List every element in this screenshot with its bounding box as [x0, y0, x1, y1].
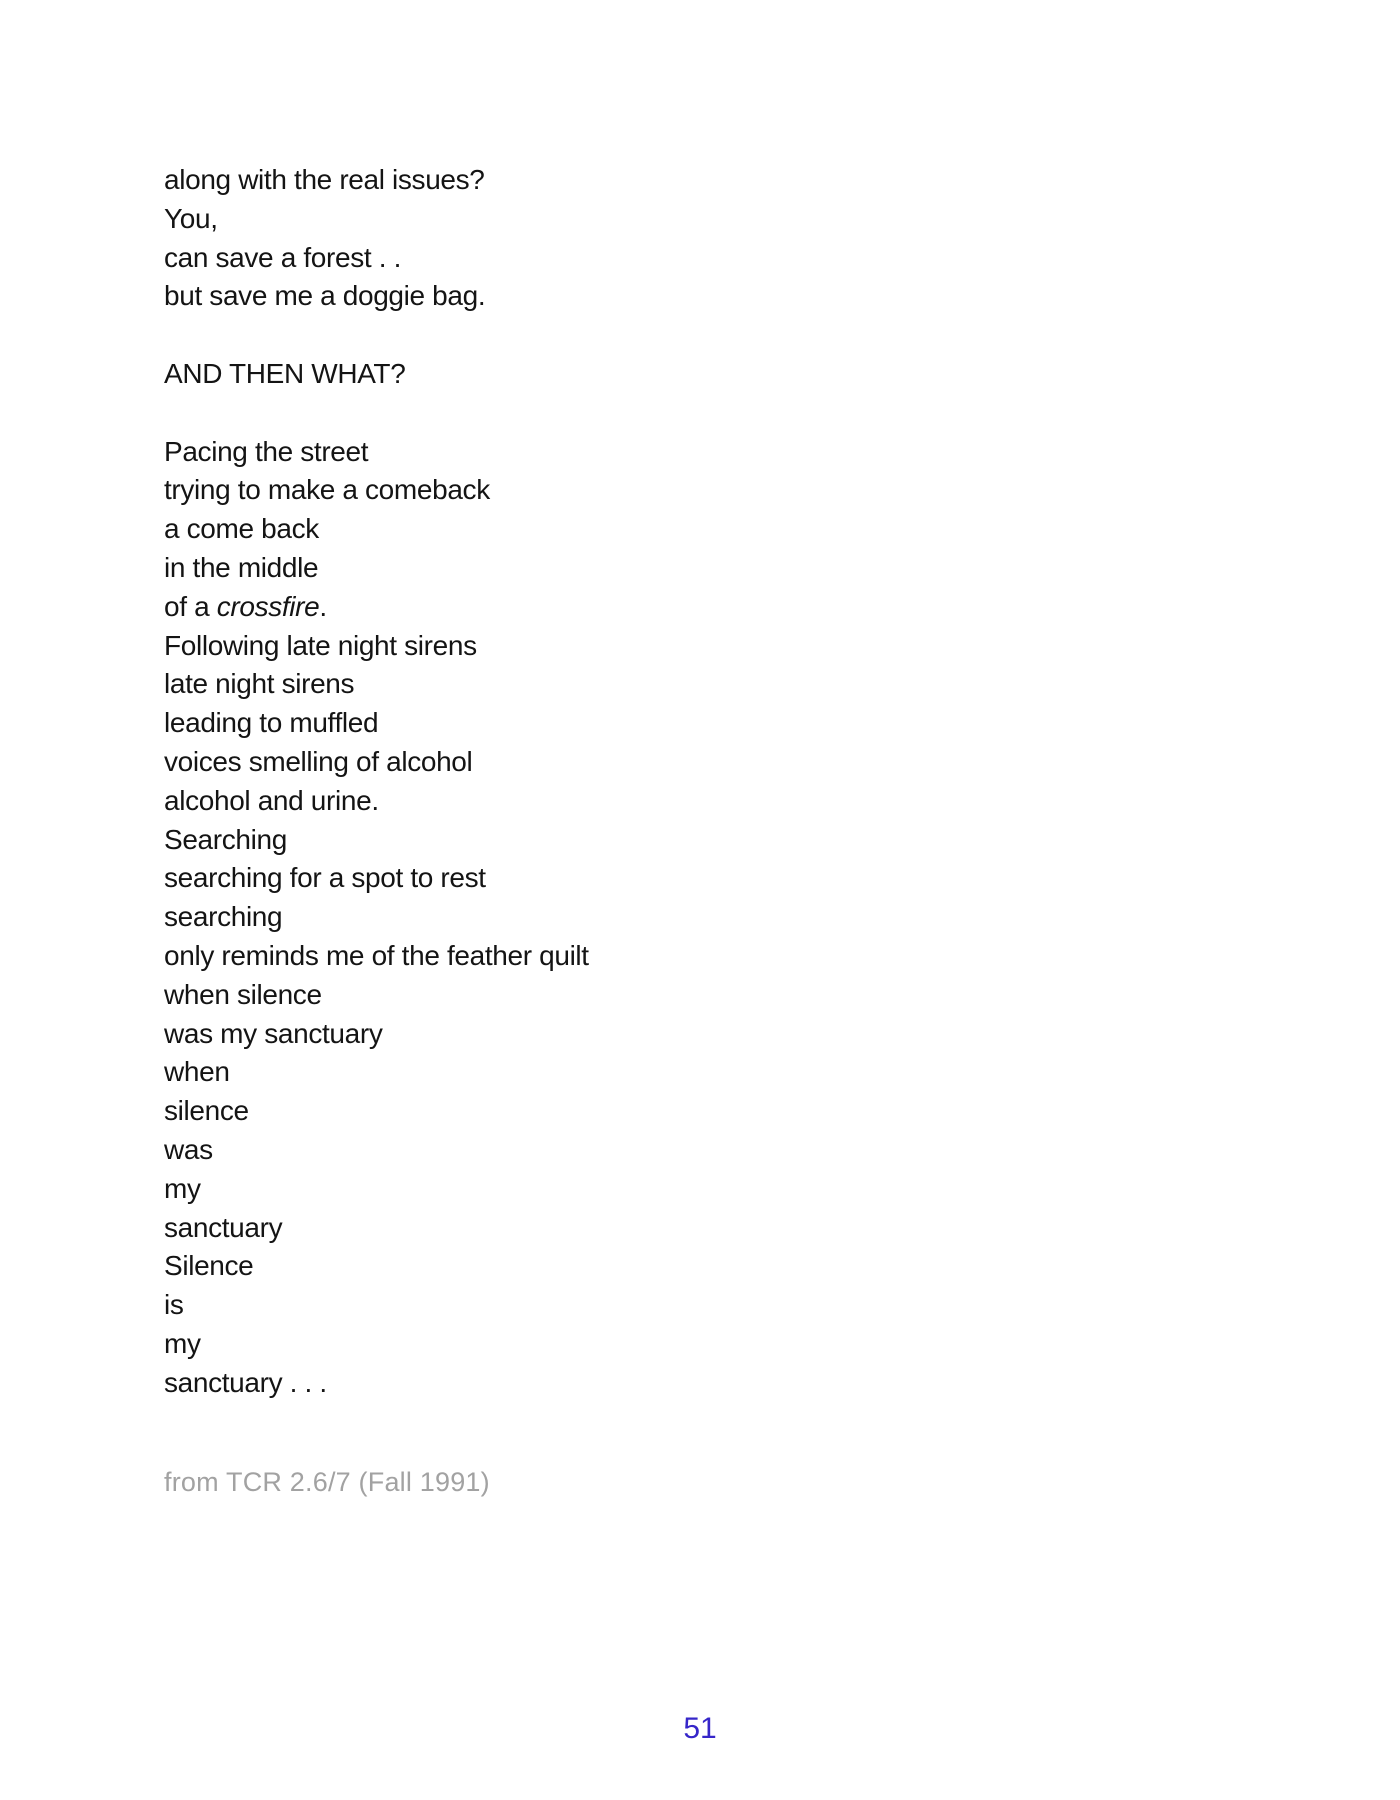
poem-text-italic: crossfire — [216, 590, 320, 622]
poem-text: of a — [164, 590, 217, 622]
poem-blank-line — [164, 394, 589, 433]
poem-line — [164, 549, 589, 588]
poem-text: trying to make a comeback — [164, 474, 490, 506]
poem-line — [164, 898, 589, 937]
poem-text: Searching — [164, 823, 287, 855]
poem-text: alcohol and urine. — [164, 784, 379, 816]
poem-line — [164, 1053, 589, 1092]
poem-text: . — [319, 590, 327, 622]
poem-text: my — [164, 1327, 201, 1359]
poem-blank-line — [164, 316, 589, 355]
poem-text: Following late night sirens — [164, 629, 477, 661]
poem-line — [164, 510, 589, 549]
poem-line — [164, 821, 589, 860]
poem-line — [164, 1015, 589, 1054]
poem-line — [164, 355, 589, 394]
poem-text: can save a forest . . — [164, 241, 401, 273]
poem-text: but save me a doggie bag. — [164, 280, 486, 312]
poem-line — [164, 1131, 589, 1170]
poem-line — [164, 1286, 589, 1325]
poem-line — [164, 200, 589, 239]
poem-line — [164, 782, 589, 821]
poem-text: sanctuary — [164, 1211, 283, 1243]
poem-text: late night sirens — [164, 668, 355, 700]
poem-text: was my sanctuary — [164, 1017, 383, 1049]
poem-line — [164, 704, 589, 743]
poem-line — [164, 1209, 589, 1248]
poem-text: a come back — [164, 513, 319, 545]
poem-text: searching for a spot to rest — [164, 862, 486, 894]
poem-line — [164, 239, 589, 278]
poem-text: AND THEN WHAT? — [164, 357, 406, 389]
poem-line — [164, 1247, 589, 1286]
poem-text: Pacing the street — [164, 435, 369, 467]
poem-text: voices smelling of alcohol — [164, 745, 473, 777]
poem-line — [164, 277, 589, 316]
poem-line — [164, 1092, 589, 1131]
poem-line — [164, 743, 589, 782]
poem-line — [164, 1325, 589, 1364]
poem-line — [164, 1364, 589, 1403]
page-number: 51 — [683, 1712, 717, 1745]
poem-line — [164, 161, 589, 200]
poem-text: sanctuary . . . — [164, 1366, 327, 1398]
poem-text: only reminds me of the feather quilt — [164, 939, 589, 971]
poem-line — [164, 665, 589, 704]
poem-line — [164, 433, 589, 472]
poem-line — [164, 627, 589, 666]
poem-line — [164, 471, 589, 510]
poem-text: in the middle — [164, 551, 319, 583]
poem-text: when silence — [164, 978, 322, 1010]
poem-text: Silence — [164, 1250, 254, 1282]
poem-text: leading to muffled — [164, 707, 379, 739]
poem-text: was — [164, 1133, 213, 1165]
poem-text: along with the real issues? — [164, 164, 485, 195]
poem-line — [164, 937, 589, 976]
poem-text: You, — [164, 202, 218, 234]
poem-text: searching — [164, 901, 283, 933]
poem — [164, 161, 589, 1403]
poem-line — [164, 859, 589, 898]
poem-line — [164, 1170, 589, 1209]
attribution-line: from TCR 2.6/7 (Fall 1991) — [164, 1467, 490, 1497]
poem-line — [164, 588, 589, 627]
poem-line — [164, 976, 589, 1015]
poem-text: is — [164, 1289, 184, 1321]
poem-text: when — [164, 1056, 230, 1088]
poem-text: my — [164, 1172, 201, 1204]
poem-text: silence — [164, 1095, 249, 1127]
